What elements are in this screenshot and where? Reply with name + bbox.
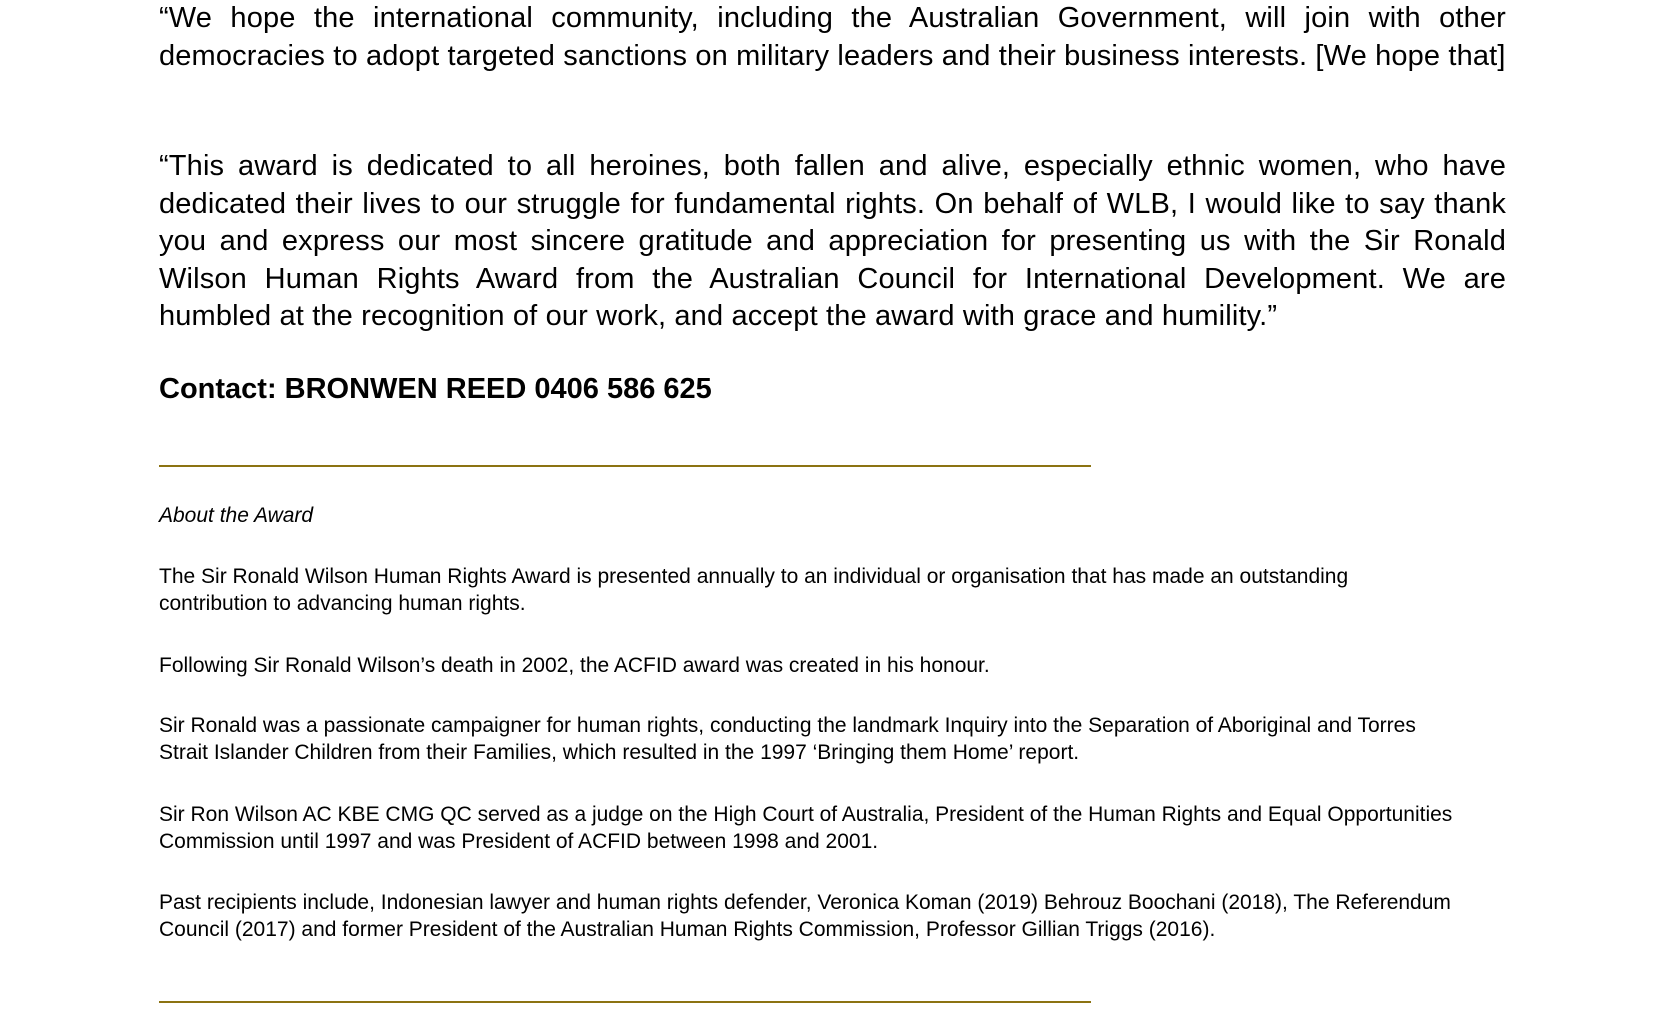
quote-paragraph-award-dedication: “This award is dedicated to all heroines, both fallen and alive, especially ethnic women, who have dedicated their lives to our struggle for fundamental rights. On behalf of WLB, I would like to say thank you and express our most sincere gratitude and appreciation for presenting us with the Sir Ronald Wilson Human Rights Award from the Australian Council for International Development. We are humbled at the recognition of our work, and accept the award with grace and humility.”: [159, 150, 1506, 332]
about-paragraph-campaigner: Sir Ronald was a passionate campaigner for human rights, conducting the landmark Inquiry into the Separation of Aboriginal and Torres Strait Islander Children from their Families, which resulted in the 1997 ‘Bringing them Home’ report.: [159, 714, 1416, 764]
about-paragraph-past-recipients: Past recipients include, Indonesian lawyer and human rights defender, Veronica Koman (2019) Behrouz Boochani (2018), The Referendum Council (2017) and former President of the Australian Human Rights Commission, Professor Gillian Triggs (2016).: [159, 891, 1451, 941]
about-award-heading: About the Award: [159, 504, 314, 527]
about-paragraph-history: Following Sir Ronald Wilson’s death in 2002, the ACFID award was created in his honour.: [159, 654, 990, 677]
quote-paragraph-sanctions: “We hope the international community, including the Australian Government, will join with other democracies to adopt targeted sanctions on military leaders and their business interests. [We hope that]: [159, 2, 1506, 72]
section-divider-bottom: [159, 1001, 1091, 1003]
contact-line: Contact: BRONWEN REED 0406 586 625: [159, 373, 712, 405]
about-paragraph-career: Sir Ron Wilson AC KBE CMG QC served as a judge on the High Court of Australia, President of the Human Rights and Equal Opportunities Commission until 1997 and was President of ACFID between 1998 and 2001.: [159, 803, 1453, 853]
about-paragraph-award: The Sir Ronald Wilson Human Rights Award is presented annually to an individual or organisation that has made an outstanding contribution to advancing human rights.: [159, 565, 1349, 615]
section-divider-top: [159, 465, 1091, 467]
